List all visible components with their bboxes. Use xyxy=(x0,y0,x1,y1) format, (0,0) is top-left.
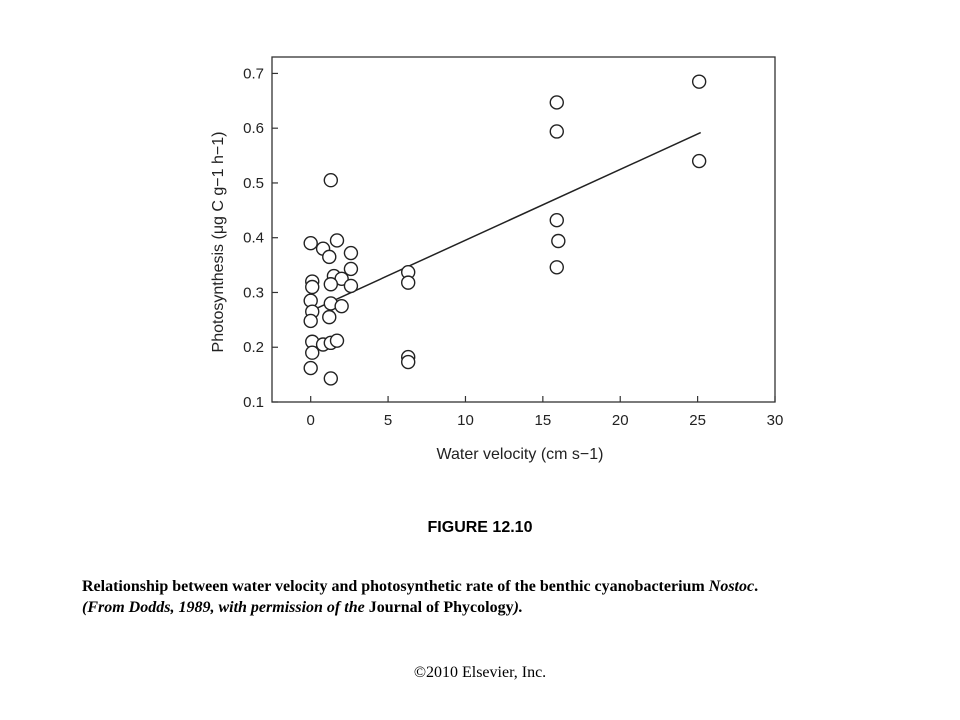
y-axis-label: Photosynthesis (μg C g−1 h−1) xyxy=(210,131,227,353)
data-point xyxy=(402,276,415,289)
figure-caption xyxy=(82,576,902,618)
y-tick-label: 0.4 xyxy=(243,229,264,247)
x-tick-label: 30 xyxy=(766,412,784,429)
data-point xyxy=(344,262,357,275)
caption-journal: Journal of Phycology xyxy=(368,599,514,616)
data-point xyxy=(402,356,415,369)
data-point xyxy=(331,234,344,247)
plot-frame xyxy=(272,57,775,402)
data-point xyxy=(304,237,317,250)
data-point xyxy=(344,247,357,260)
x-tick-label: 10 xyxy=(457,412,474,429)
x-axis-label: Water velocity (cm s−1) xyxy=(436,446,604,463)
plot-border xyxy=(272,57,775,402)
x-tick-label: 0 xyxy=(306,412,315,429)
regression-line xyxy=(315,133,700,309)
data-point xyxy=(693,75,706,88)
data-point xyxy=(550,261,563,274)
x-tick-label: 5 xyxy=(383,412,393,429)
data-point xyxy=(552,235,565,248)
data-point xyxy=(550,96,563,109)
y-axis xyxy=(243,65,278,411)
data-point xyxy=(693,155,706,168)
data-point xyxy=(331,334,344,347)
data-point xyxy=(344,279,357,292)
data-point xyxy=(335,300,348,313)
y-tick-label: 0.6 xyxy=(243,120,264,138)
caption-source-end: ). xyxy=(513,599,523,616)
data-point xyxy=(550,214,563,227)
x-tick-label: 20 xyxy=(611,412,629,429)
caption-organism: Nostoc xyxy=(708,578,755,595)
y-tick-label: 0.7 xyxy=(243,65,264,83)
data-point xyxy=(324,278,337,291)
y-tick-label: 0.3 xyxy=(243,284,264,302)
caption-source-start: (From Dodds, 1989, with permission of the xyxy=(82,599,369,616)
data-points xyxy=(304,75,705,385)
x-tick-label: 15 xyxy=(534,412,552,429)
figure-title: FIGURE 12.10 xyxy=(427,519,533,536)
data-point xyxy=(550,125,563,138)
data-point xyxy=(306,346,319,359)
x-tick-label: 25 xyxy=(689,412,706,429)
x-axis xyxy=(307,396,784,429)
data-point xyxy=(324,174,337,187)
y-tick-label: 0.1 xyxy=(243,394,264,411)
data-point xyxy=(304,314,317,327)
data-point xyxy=(306,281,319,294)
caption-text-end: . xyxy=(754,578,759,595)
caption-text: Relationship between water velocity and photosynthetic rate of the benthic cyanobacterium xyxy=(82,578,709,595)
data-point xyxy=(323,311,336,324)
regression-line-layer xyxy=(315,133,700,309)
data-point xyxy=(324,372,337,385)
copyright-notice: ©2010 Elsevier, Inc. xyxy=(413,664,547,681)
data-point xyxy=(304,362,317,375)
y-tick-label: 0.2 xyxy=(243,339,264,357)
y-tick-label: 0.5 xyxy=(243,174,264,192)
data-point xyxy=(323,250,336,263)
